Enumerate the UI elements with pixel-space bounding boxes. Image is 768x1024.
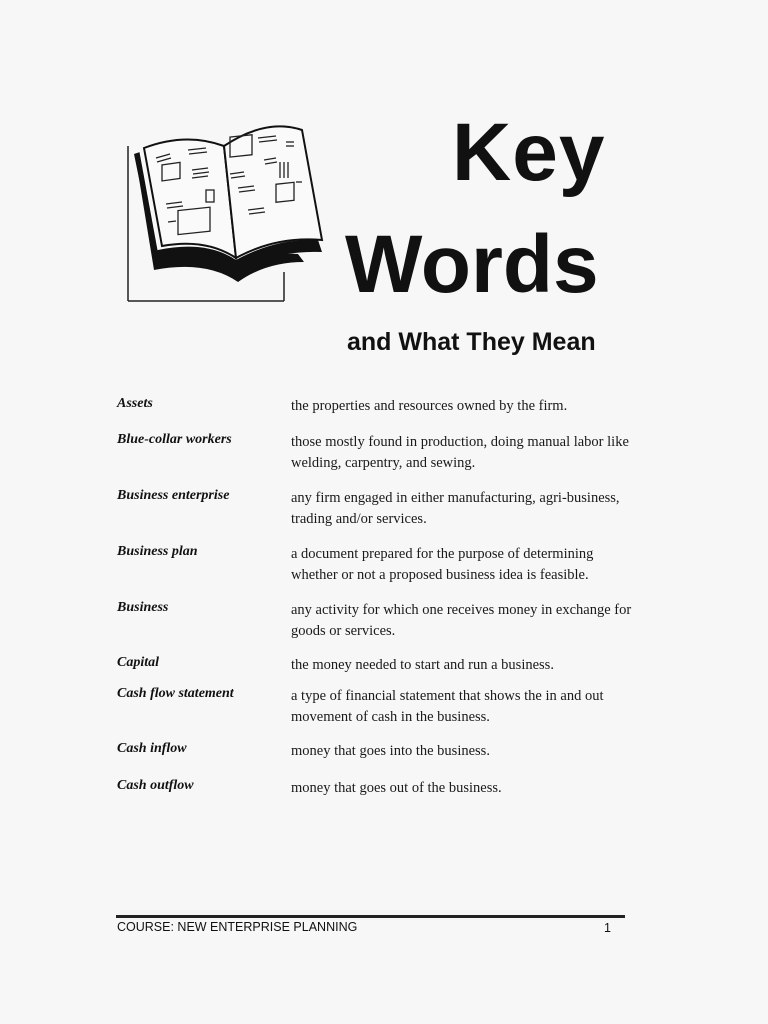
glossary-term: Business enterprise — [117, 488, 230, 503]
glossary-term: Assets — [117, 396, 153, 411]
footer-course-label: COURSE: NEW ENTERPRISE PLANNING — [117, 920, 358, 934]
glossary-term: Business plan — [117, 544, 198, 559]
glossary-definition: the properties and resources owned by the firm. — [291, 398, 568, 414]
glossary-definition: those mostly found in production, doing manual labor like welding, carpentry, and sewing. — [291, 434, 629, 471]
open-book-icon — [126, 112, 326, 304]
page-title-line-1: Key — [452, 107, 606, 198]
glossary-definition: any firm engaged in either manufacturing, agri-business, trading and/or services. — [291, 490, 620, 527]
footer-divider — [116, 915, 625, 918]
glossary-term: Blue-collar workers — [117, 432, 232, 447]
glossary-definition: a document prepared for the purpose of determining whether or not a proposed business idea is feasible. — [291, 546, 594, 583]
page-subtitle: and What They Mean — [347, 328, 596, 356]
glossary-definition: money that goes out of the business. — [291, 780, 502, 796]
page-title-line-2: Words — [345, 219, 599, 310]
glossary-term: Cash inflow — [117, 741, 187, 756]
glossary-term: Business — [117, 600, 169, 615]
glossary-term: Capital — [117, 655, 160, 670]
page-number: 1 — [604, 921, 611, 935]
glossary-definition: the money needed to start and run a business. — [291, 657, 554, 673]
glossary-definition: any activity for which one receives money in exchange for goods or services. — [291, 602, 632, 639]
glossary-term: Cash outflow — [117, 778, 194, 793]
glossary-definition: a type of financial statement that shows the in and out movement of cash in the business. — [291, 688, 604, 725]
glossary-definition: money that goes into the business. — [291, 743, 490, 759]
glossary-term: Cash flow statement — [117, 686, 234, 701]
